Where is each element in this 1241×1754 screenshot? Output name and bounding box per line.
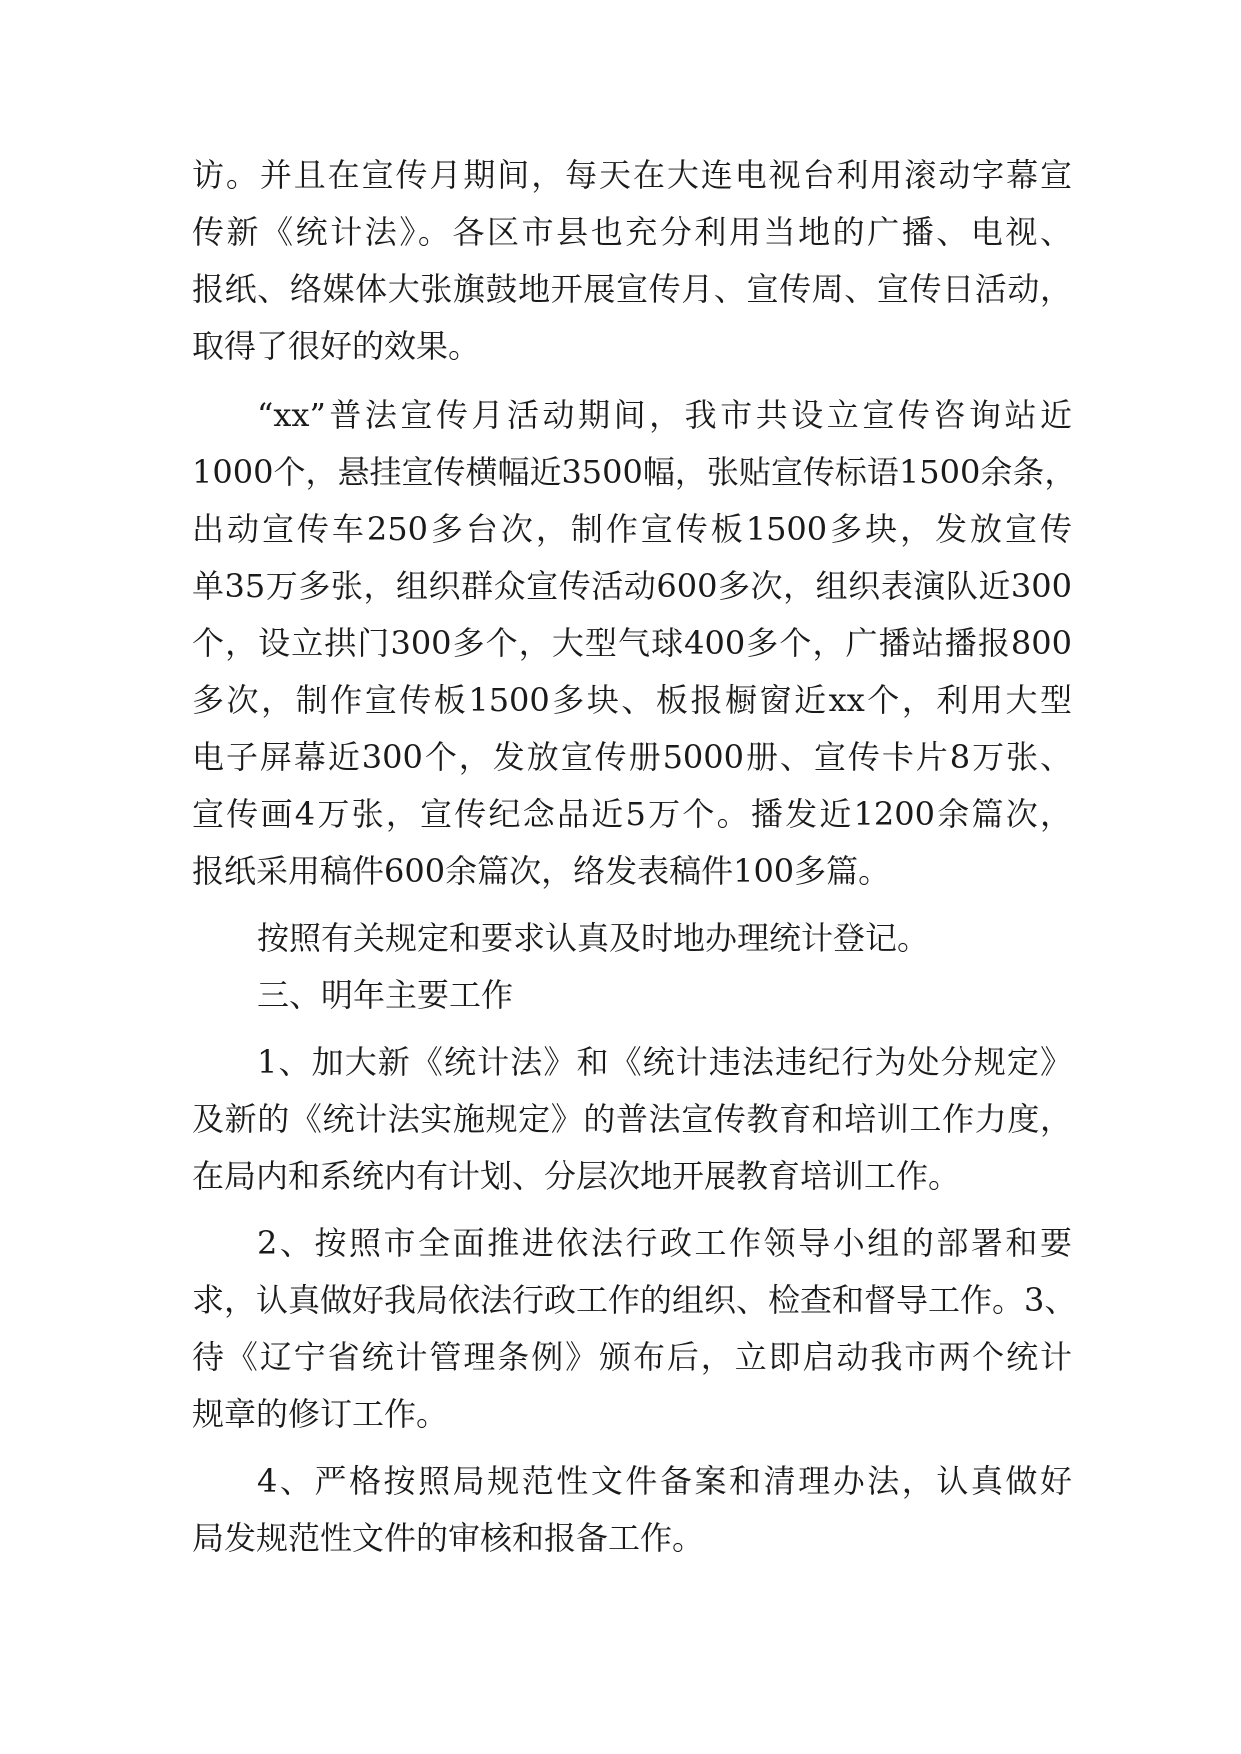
paragraph-line: 取得了很好的效果。: [192, 327, 481, 365]
paragraph-line: 个，设立拱门300多个，大型气球400多个，广播站播报800: [192, 624, 1072, 662]
paragraph-line: 1、加大新《统计法》和《统计违法违纪行为处分规定》: [257, 1043, 1072, 1081]
paragraph-line: “xx”普法宣传月活动期间，我市共设立宣传咨询站近: [257, 396, 1072, 434]
paragraph-line: 按照有关规定和要求认真及时地办理统计登记。: [257, 919, 930, 957]
paragraph-line: 出动宣传车250多台次，制作宣传板1500多块，发放宣传: [192, 510, 1072, 548]
paragraph-line: 单35万多张，组织群众宣传活动600多次，组织表演队近300: [192, 567, 1072, 605]
paragraph-line: 1000个，悬挂宣传横幅近3500幅，张贴宣传标语1500余条，: [192, 453, 1077, 491]
paragraph-line: 局发规范性文件的审核和报备工作。: [192, 1519, 705, 1557]
paragraph-line: 多次，制作宣传板1500多块、板报橱窗近xx个，利用大型: [192, 681, 1072, 719]
paragraph-line: 待《辽宁省统计管理条例》颁布后，立即启动我市两个统计: [192, 1338, 1072, 1376]
section-heading: 三、明年主要工作: [257, 976, 514, 1014]
paragraph-line: 访。并且在宣传月期间，每天在大连电视台利用滚动字幕宣: [192, 156, 1072, 194]
paragraph-line: 宣传画4万张，宣传纪念品近5万个。播发近1200余篇次，: [192, 795, 1072, 833]
paragraph-line: 报纸采用稿件600余篇次，络发表稿件100多篇。: [192, 852, 891, 890]
paragraph-line: 求，认真做好我局依法行政工作的组织、检查和督导工作。3、: [192, 1281, 1077, 1319]
paragraph-line: 规章的修订工作。: [192, 1395, 449, 1433]
paragraph-line: 传新《统计法》。各区市县也充分利用当地的广播、电视、: [192, 213, 1072, 251]
paragraph-line: 报纸、络媒体大张旗鼓地开展宣传月、宣传周、宣传日活动，: [192, 270, 1072, 308]
paragraph-line: 2、按照市全面推进依法行政工作领导小组的部署和要: [257, 1224, 1072, 1262]
paragraph-line: 在局内和系统内有计划、分层次地开展教育培训工作。: [192, 1157, 961, 1195]
paragraph-line: 电子屏幕近300个，发放宣传册5000册、宣传卡片8万张、: [192, 738, 1072, 776]
paragraph-line: 及新的《统计法实施规定》的普法宣传教育和培训工作力度，: [192, 1100, 1072, 1138]
paragraph-line: 4、严格按照局规范性文件备案和清理办法，认真做好: [257, 1462, 1072, 1500]
